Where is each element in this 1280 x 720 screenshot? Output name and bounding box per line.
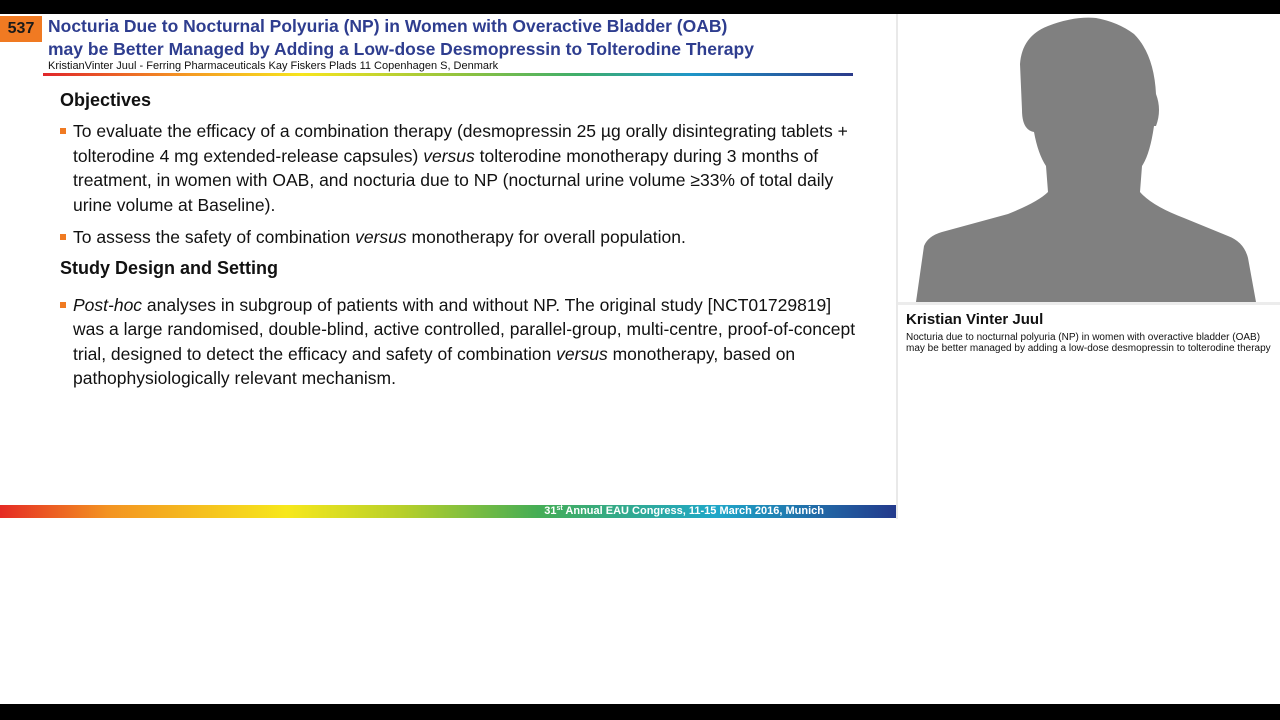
authors-affiliation: KristianVinter Juul - Ferring Pharmaceuticals Kay Fiskers Plads 11 Copenhagen S, Denmark [48, 60, 499, 72]
speaker-photo [898, 14, 1280, 302]
title-gradient-rule [43, 73, 853, 76]
speaker-name: Kristian Vinter Juul [906, 311, 1044, 328]
slide-title [48, 15, 868, 61]
poster-number-badge: 537 [0, 16, 42, 42]
title-line-2: may be Better Managed by Adding a Low-dose Desmopressin to Tolterodine Therapy [48, 39, 754, 59]
bullet-study-design-1: Post-hoc analyses in subgroup of patients with and without NP. The original study [NCT01729819] was a large randomised, double-blind, active controlled, parallel-group, multi-centre, proof-of-concept trial, designed to detect the efficacy and safety of combination versus monotherapy, based on pathophysiologically relevant mechanism. [60, 293, 860, 391]
title-line-1: Nocturia Due to Nocturnal Polyuria (NP) in Women with Overactive Bladder (OAB) [48, 16, 728, 36]
video-frame [0, 14, 1280, 704]
bullet-square-icon [60, 128, 66, 134]
bullet-square-icon [60, 234, 66, 240]
slide-content [60, 90, 860, 399]
bullet-objective-1: To evaluate the efficacy of a combination therapy (desmopressin 25 µg orally disintegrating tablets + tolterodine 4 mg extended-release capsules) versus tolterodine monotherapy during 3 months of treatment, in women with OAB, and nocturia due to NP (nocturnal urine volume ≥33% of total daily urine volume at Baseline). [60, 119, 860, 217]
photo-divider [898, 302, 1280, 305]
congress-footer: 31st Annual EAU Congress, 11-15 March 2016, Munich [544, 505, 824, 517]
section-heading-study-design: Study Design and Setting [60, 257, 279, 278]
speaker-panel [898, 14, 1280, 519]
bullet-square-icon [60, 302, 66, 308]
poster-slide [0, 14, 896, 519]
bullet-objective-2: To assess the safety of combination versus monotherapy for overall population. [60, 225, 860, 250]
speaker-talk-title: Nocturia due to nocturnal polyuria (NP) in women with overactive bladder (OAB) may be better managed by adding a low-dose desmopressin to tolterodine therapy [906, 332, 1271, 354]
person-silhouette-icon [898, 14, 1280, 302]
section-heading-objectives: Objectives [60, 90, 152, 110]
